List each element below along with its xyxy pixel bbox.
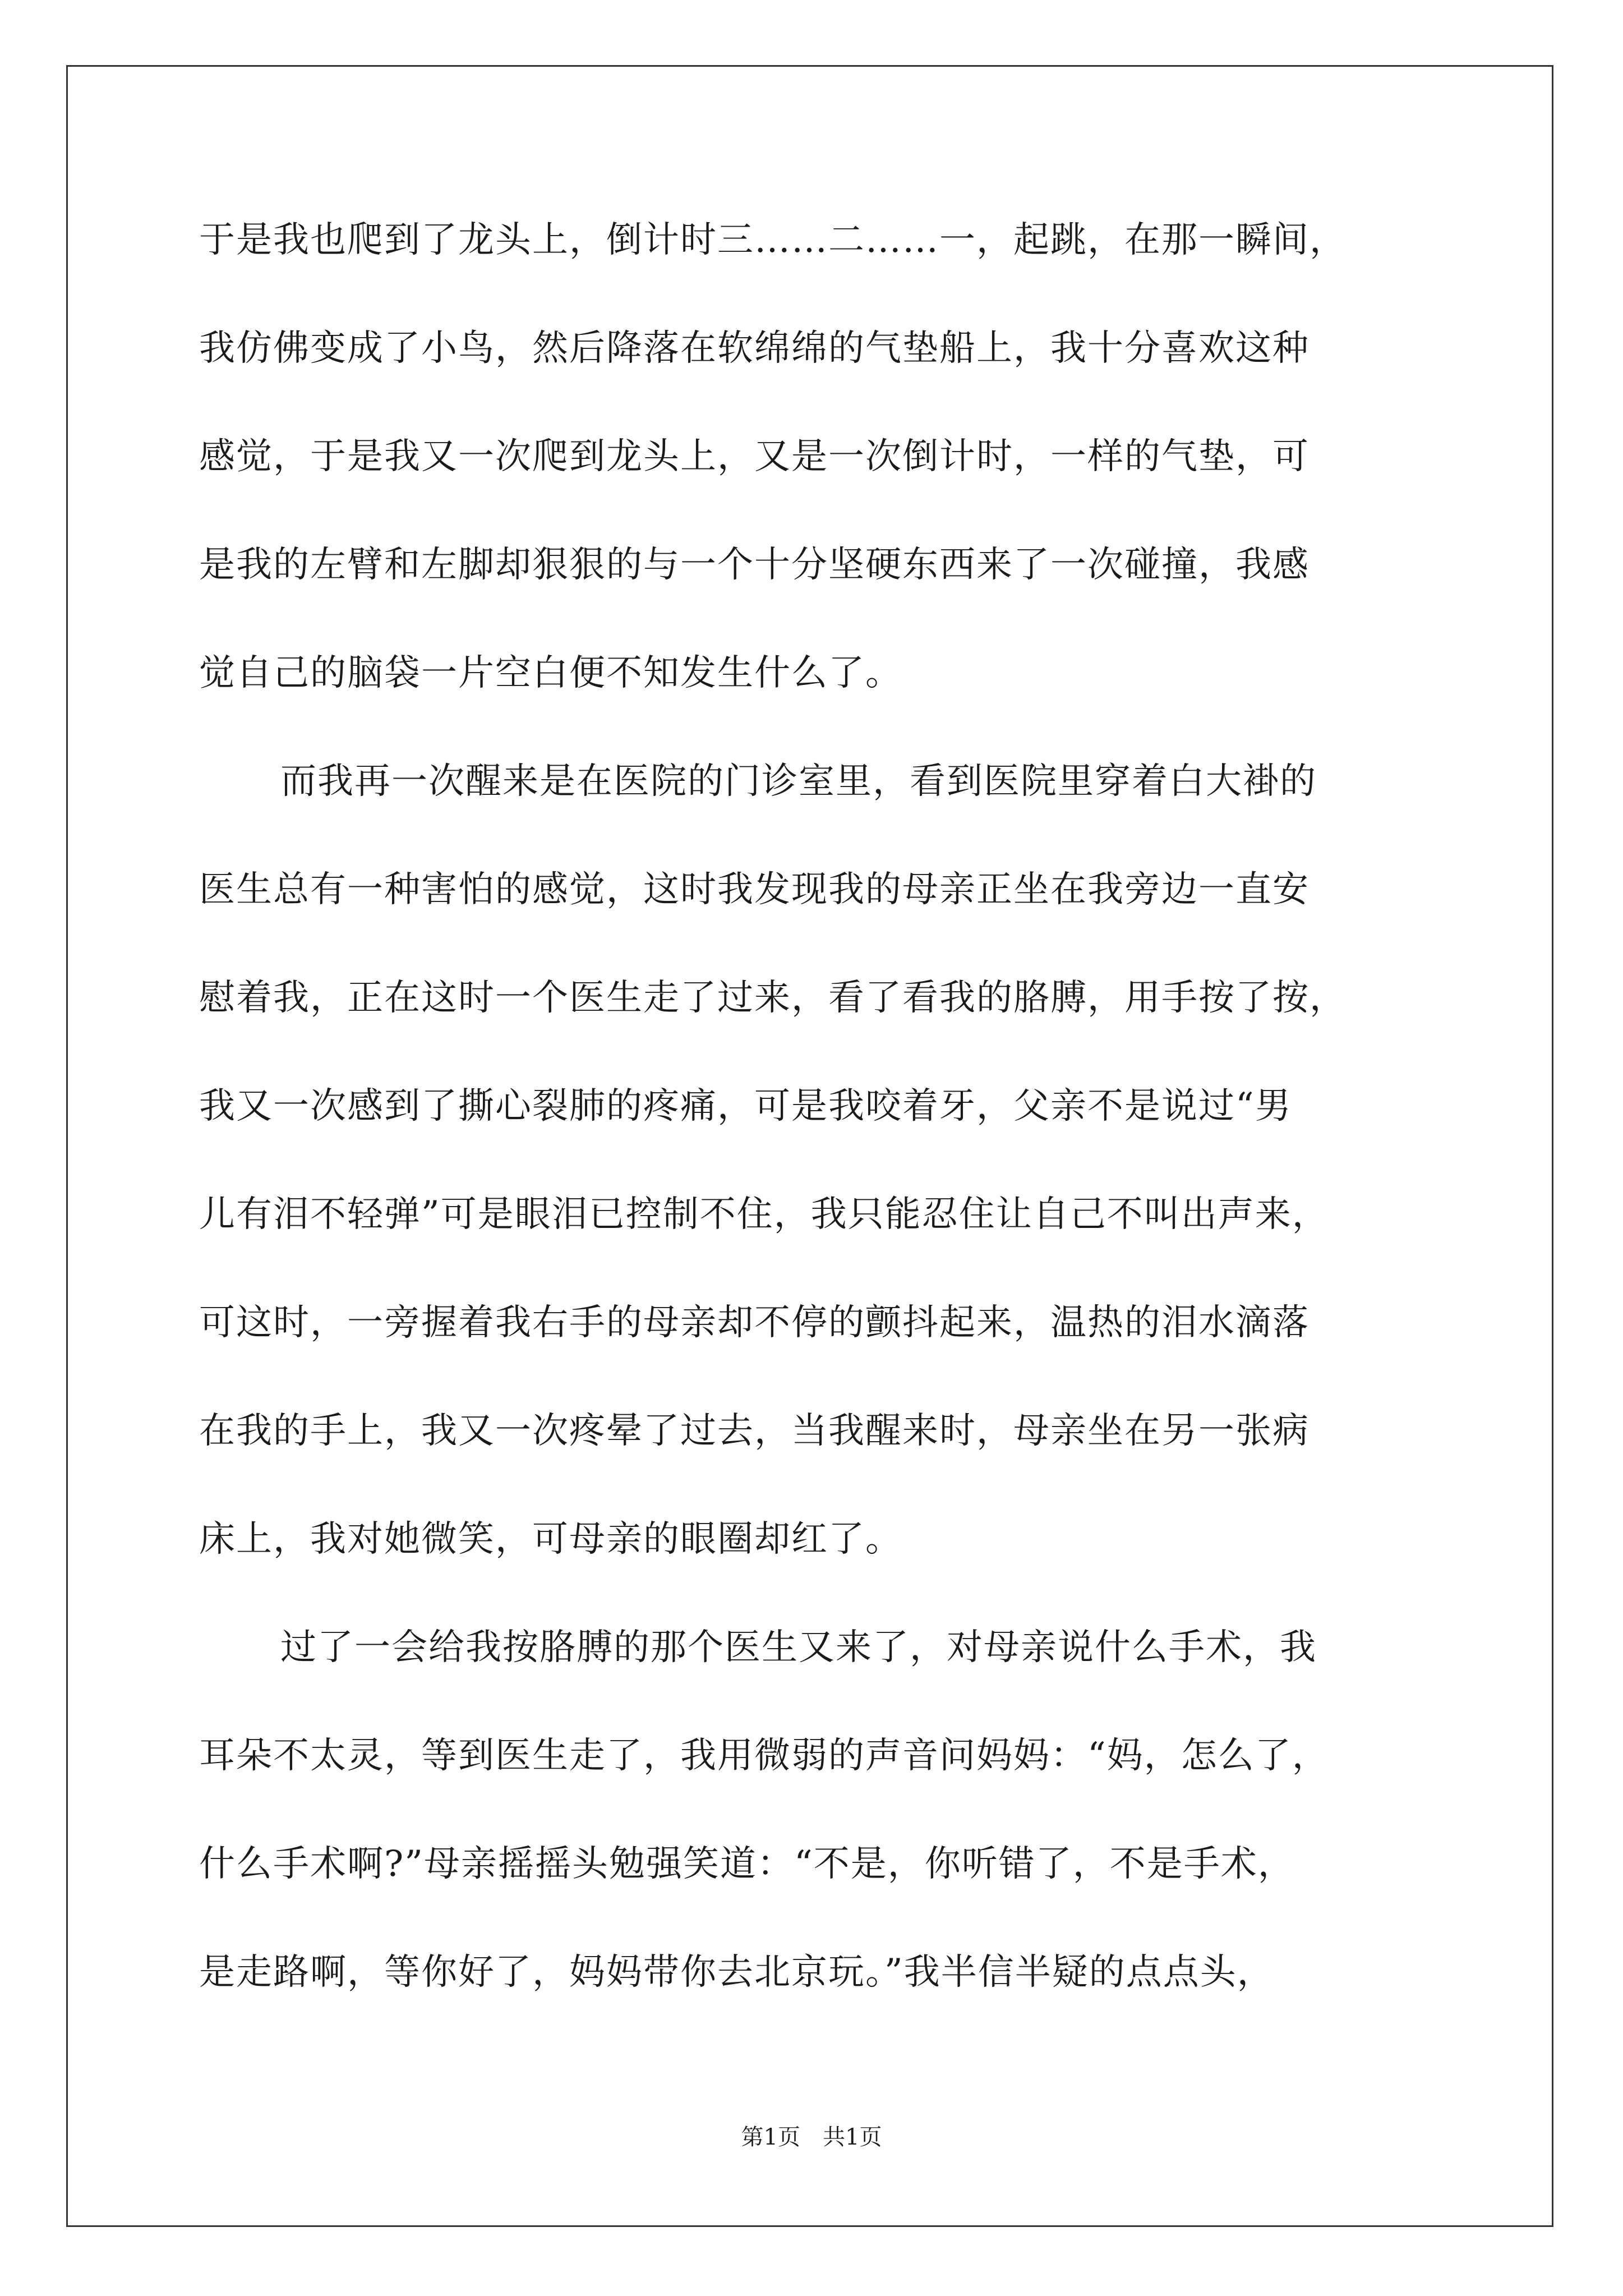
text-line: 在我的手上，我又一次疼晕了过去，当我醒来时，母亲坐在另一张病 <box>199 1410 1310 1452</box>
text-line: 床上，我对她微笑，可母亲的眼圈却红了。 <box>199 1519 902 1560</box>
text-line: 什么手术啊?”母亲摇摇头勉强笑道：“不是，你听错了，不是手术， <box>199 1843 1295 1885</box>
text-line: 儿有泪不轻弹”可是眼泪已控制不住，我只能忍住让自己不叫出声来， <box>199 1194 1329 1235</box>
text-line: 可这时，一旁握着我右手的母亲却不停的颤抖起来，温热的泪水滴落 <box>199 1302 1310 1343</box>
text-line: 慰着我，正在这时一个医生走了过来，看了看我的胳膊，用手按了按， <box>199 977 1347 1019</box>
text-line: 感觉，于是我又一次爬到龙头上，又是一次倒计时，一样的气垫，可 <box>199 436 1310 477</box>
text-line: 我又一次感到了撕心裂肺的疼痛，可是我咬着牙，父亲不是说过“男 <box>199 1085 1292 1127</box>
text-line: 是我的左臂和左脚却狠狠的与一个十分坚硬东西来了一次碰撞，我感 <box>199 544 1310 586</box>
text-line: 是走路啊，等你好了，妈妈带你去北京玩。”我半信半疑的点点头， <box>199 1952 1274 1993</box>
text-line: 于是我也爬到了龙头上，倒计时三……二……一，起跳，在那一瞬间， <box>199 219 1347 261</box>
page-frame <box>66 65 1553 2227</box>
text-line: 我仿佛变成了小鸟，然后降落在软绵绵的气垫船上，我十分喜欢这种 <box>199 328 1310 369</box>
page-number: 第1页 <box>741 2124 800 2150</box>
text-line: 觉自己的脑袋一片空白便不知发生什么了。 <box>199 652 902 694</box>
page-total: 共1页 <box>823 2124 882 2150</box>
text-line: 而我再一次醒来是在医院的门诊室里，看到医院里穿着白大褂的 <box>280 761 1317 802</box>
text-line: 过了一会给我按胳膊的那个医生又来了，对母亲说什么手术，我 <box>280 1627 1317 1668</box>
text-line: 医生总有一种害怕的感觉，这时我发现我的母亲正坐在我旁边一直安 <box>199 869 1310 910</box>
page-footer <box>0 2123 1623 2151</box>
text-line: 耳朵不太灵，等到医生走了，我用微弱的声音问妈妈：“妈，怎么了， <box>199 1735 1329 1777</box>
